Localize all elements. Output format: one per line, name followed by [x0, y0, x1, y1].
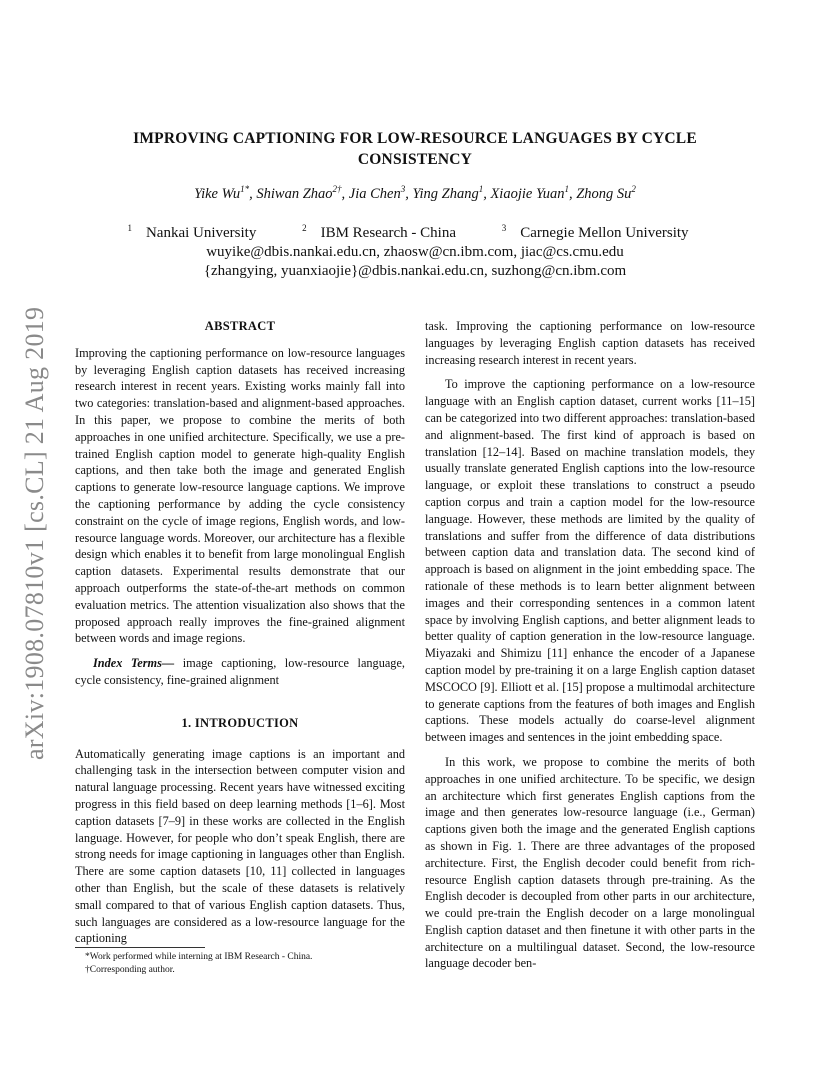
index-terms-label: Index Terms—: [93, 656, 175, 671]
left-column: [75, 318, 405, 955]
affiliation: $^1$ Nankai University: [127, 223, 257, 241]
abstract-heading: ABSTRACT: [204, 319, 276, 333]
affiliation: $^2$ IBM Research - China: [302, 223, 456, 241]
footnote-2: †Corresponding author.: [85, 965, 175, 975]
title-line-1: IMPROVING CAPTIONING FOR LOW-RESOURCE LANGUAGES BY CYCLE: [133, 130, 697, 147]
intro-paragraph-2: To improve the captioning performance on a low-resource language with an English caption dataset, current works [11–15] can be categorized into two different approaches: translation-based and alignment-based. The first kind of approach is based on translation [12–14]. Based on machine translation models, they usually translate generated English captions into the low-resource language, or exploit these translations to construct a pseudo caption corpus and train a caption model for the low-resource language. However, these methods are limited by the quality of translations and suffer from the difference of data distributions between caption data and translation data. The second kind of approach is based on alignment in the joint embedding space. The rationale of these methods is to learn better alignment between images and their corresponding sentences in a common latent space by involving English captions, and better alignment leads to better quality of caption generation in the low-resource language. Miyazaki and Shimizu [11] enhance the encoder of a Japanese caption model by pre-training it on a large English caption dataset MSCOCO [9]. Elliott et al. [15] propose a multimodal architecture to generate captions from the features of both images and English captions. These models actually do coarse-level alignment between images and sentences in the joint embedding space.: [425, 377, 755, 745]
author: Ying Zhang$^1$: [412, 184, 484, 202]
author: Jia Chen$^3$: [348, 184, 406, 202]
paper-title: [90, 128, 740, 170]
author: Xiaojie Yuan$^1$: [490, 184, 569, 202]
author: Zhong Su$^2$: [576, 184, 636, 202]
index-terms-text: image captioning, low-resource language, cycle consistency, fine-grained alignment: [75, 656, 405, 687]
affiliation: $^3$ Carnegie Mellon University: [501, 223, 689, 241]
title-line-2: CONSISTENCY: [357, 151, 473, 168]
footnote-divider: [75, 947, 205, 948]
affiliations: [90, 224, 740, 281]
author: Shiwan Zhao$^{2\dagger}$: [256, 184, 342, 202]
arxiv-sidebar: [12, 300, 52, 760]
abstract-text: Improving the captioning performance on low-resource languages by leveraging English caption datasets has received increasing research interest in recent years. Existing works mainly fall into two categories: translation-based and alignment-based approaches. In this paper, we propose to combine the merits of both approaches in one unified architecture. Specifically, we use a pre-trained English caption model to generate high-quality English captions, and then take both the image and generated English captions to generate low-resource language captions. We improve the captioning performance by adding the cycle consistency constraint on the cycle of image regions, English words, and low-resource language words. Moreover, our architecture has a flexible design which enables it to benefit from large monolingual English caption datasets. Experimental results demonstrate that our approach outperforms the state-of-the-art methods on common evaluation metrics. The attention visualization also shows that the proposed approach really improves the fine-grained alignment between words and image regions.: [75, 345, 405, 646]
emails-line-1[interactable]: wuyike@dbis.nankai.edu.cn, zhaosw@cn.ibm.com, jiac@cs.cmu.edu: [206, 244, 624, 260]
author: Yike $Wu^{1*}$: [194, 184, 250, 202]
emails-line-2[interactable]: {zhangying, yuanxiaojie}@dbis.nankai.edu.cn, suzhong@cn.ibm.com: [203, 263, 627, 279]
footnotes: [75, 951, 405, 977]
arxiv-identifier[interactable]: arXiv:1908.07810v1 [cs.CL] 21 Aug 2019: [20, 306, 49, 760]
footnote-1: *Work performed while interning at IBM Research - China.: [85, 952, 313, 962]
introduction-heading: 1. INTRODUCTION: [181, 715, 299, 730]
author-list: Yike $Wu^{1*}$, Shiwan Zhao$^{2\dagger}$, Jia Chen$^3$, Ying Zhang$^1$, Xiaojie Yuan$^1$, Zhong Su$^2$: [194, 184, 636, 202]
intro-paragraph-continued: task. Improving the captioning performance on low-resource languages by leveraging English caption datasets has received increasing research interest in recent years.: [425, 319, 755, 367]
intro-paragraph-3: In this work, we propose to combine the merits of both approaches in one unified architecture. To be specific, we design an architecture which first generates English captions from the image and then generates low-resource language (i.e., German) captions given both the image and the generated English captions as shown in Fig. 1. There are three advantages of the proposed architecture. First, the English decoder could benefit from rich-resource English caption datasets through pre-training. As the English decoder is decoupled from other parts in our architecture, we could pre-train the English decoder on a large monolingual English caption dataset and then finetune it with other parts in the architecture on a multilingual dataset. Second, the low-resource language decoder ben-: [425, 754, 755, 971]
intro-paragraph-1: Automatically generating image captions is an important and challenging task in the intersection between computer vision and natural language processing. Recent years have witnessed exciting progress in this field based on deep learning methods [1–6]. Most caption datasets [7–9] in these works are collected in the English language. However, for people who don’t speak English, there are strong needs for image captioning in languages other than English. There are some caption datasets [10, 11] collected in languages other than English, but the scale of these datasets is relatively small compared to that of various English caption datasets. Thus, such languages are considered as a low-resource language for the captioning: [75, 746, 405, 946]
right-column: [425, 318, 755, 980]
index-terms: [75, 655, 405, 689]
